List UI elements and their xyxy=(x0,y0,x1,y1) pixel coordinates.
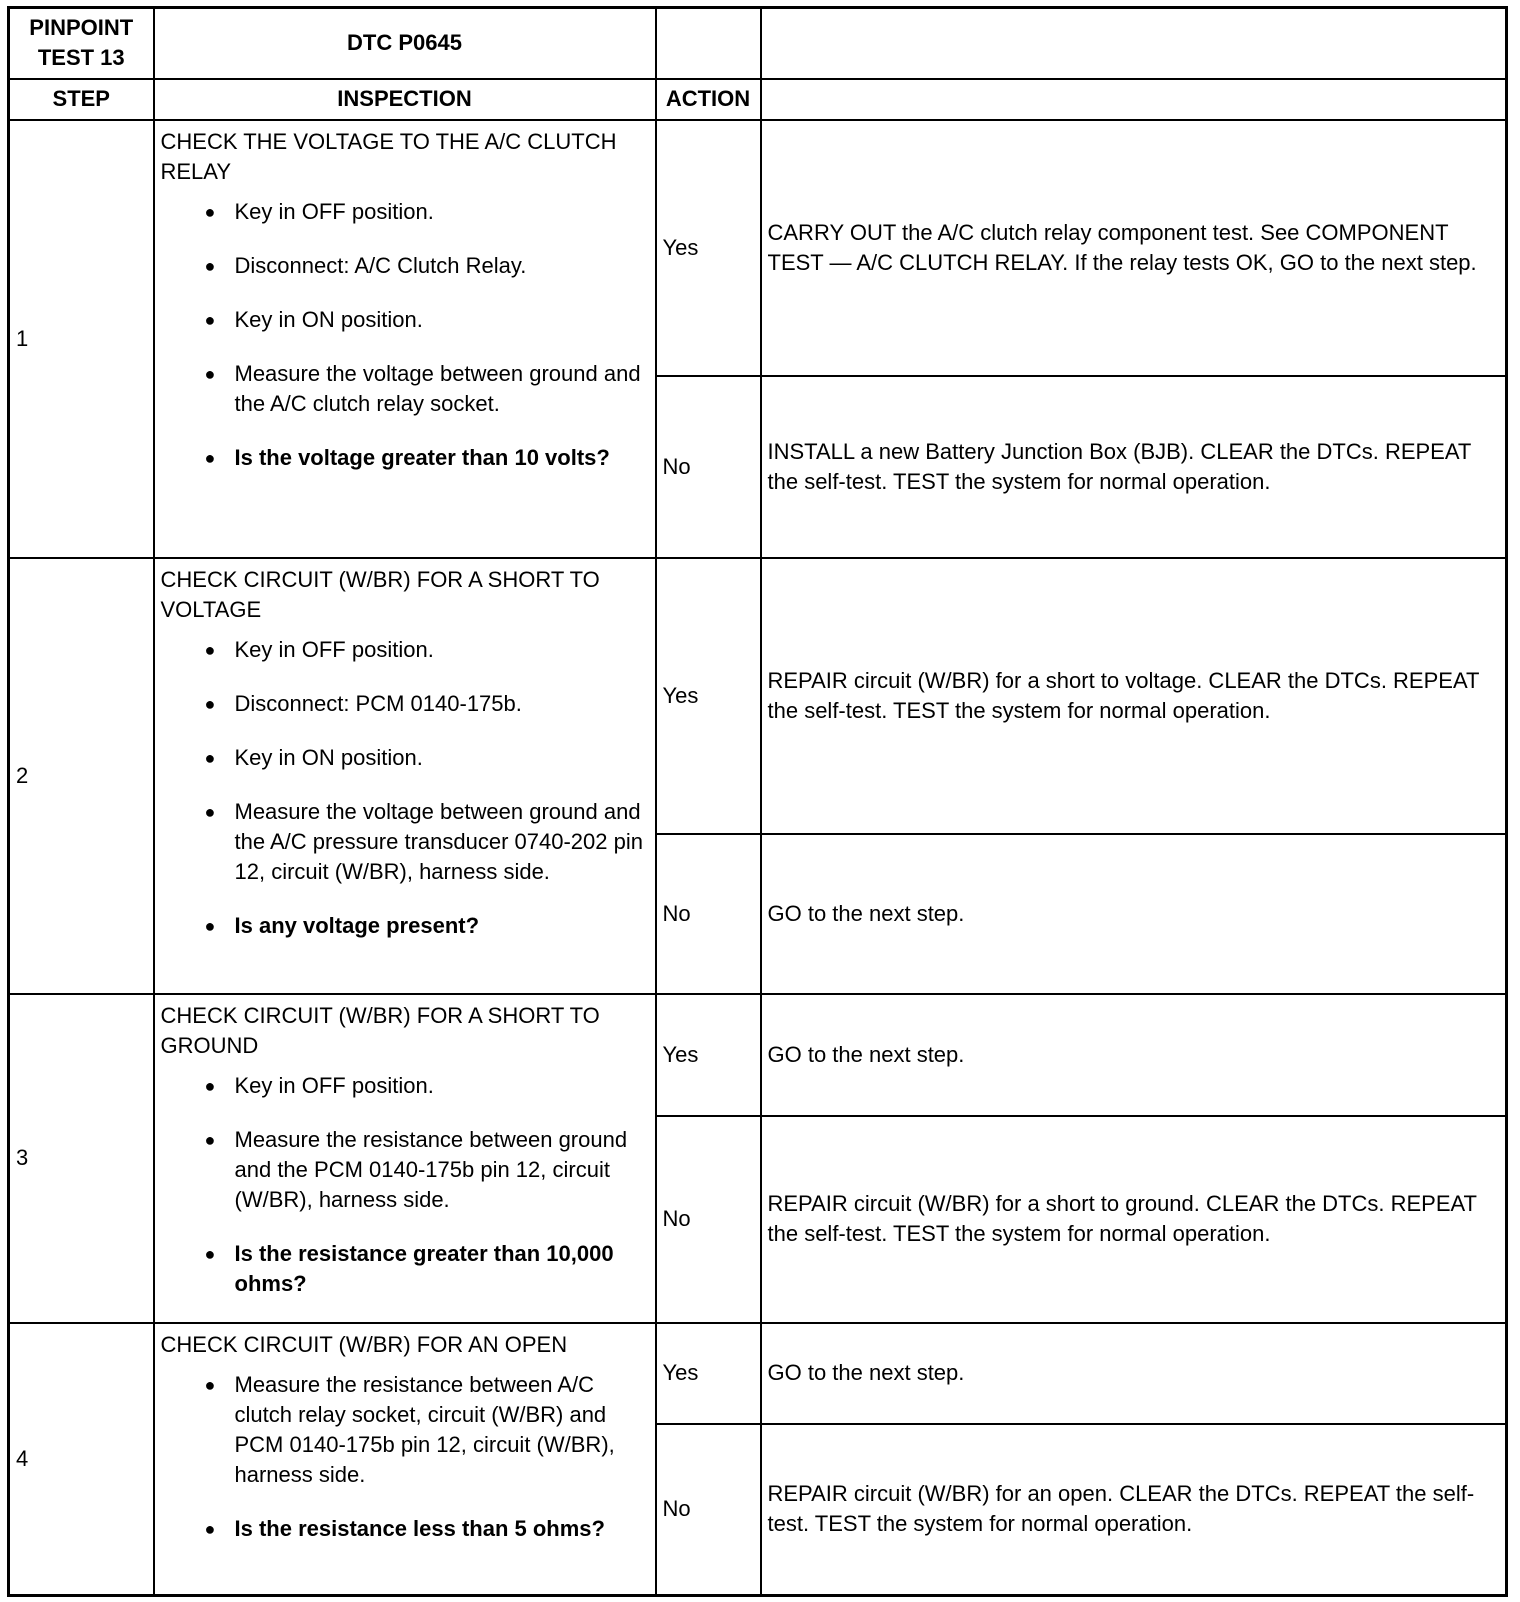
bullet-item: ● Measure the resistance between A/C clutch relay socket, circuit (W/BR) and PCM 0140-175b pin 12, circuit (W/BR), harness side. xyxy=(205,1370,649,1490)
inspection-bullets xyxy=(161,635,649,941)
bullet-item: ● Measure the resistance between ground and the PCM 0140-175b pin 12, circuit (W/BR), harness side. xyxy=(205,1125,649,1215)
title-blank-cell xyxy=(656,8,761,79)
bullet-item: ● Disconnect: A/C Clutch Relay. xyxy=(205,251,649,281)
inspection-cell xyxy=(154,120,656,558)
inspection-cell xyxy=(154,1323,656,1596)
bullet-item: ● Key in OFF position. xyxy=(205,197,649,227)
action-no: REPAIR circuit (W/BR) for an open. CLEAR the DTCs. REPEAT the self-test. TEST the system for normal operation. xyxy=(761,1424,1507,1596)
action-yes: CARRY OUT the A/C clutch relay component test. See COMPONENT TEST — A/C CLUTCH RELAY. If the relay tests OK, GO to the next step. xyxy=(761,120,1507,376)
inspection-bullets xyxy=(161,197,649,473)
step-number: 3 xyxy=(9,994,154,1323)
action-no: INSTALL a new Battery Junction Box (BJB). CLEAR the DTCs. REPEAT the self-test. TEST the system for normal operation. xyxy=(761,376,1507,558)
action-yes: REPAIR circuit (W/BR) for a short to voltage. CLEAR the DTCs. REPEAT the self-test. TEST the system for normal operation. xyxy=(761,558,1507,834)
bullet-item: ● Key in ON position. xyxy=(205,743,649,773)
bullet-item: ● Key in ON position. xyxy=(205,305,649,335)
inspection-question: ● Is the resistance less than 5 ohms? xyxy=(205,1514,649,1544)
action-yes: GO to the next step. xyxy=(761,1323,1507,1424)
inspection-cell xyxy=(154,994,656,1323)
step-number: 2 xyxy=(9,558,154,994)
table-row xyxy=(9,120,1507,376)
inspection-title: CHECK THE VOLTAGE TO THE A/C CLUTCH RELAY xyxy=(160,128,617,184)
answer-yes: Yes xyxy=(656,120,761,376)
table-row xyxy=(9,994,1507,1116)
col-header-step: STEP xyxy=(9,79,154,120)
pinpoint-test-label-text: PINPOINT TEST 13 xyxy=(29,15,134,71)
title-blank-cell xyxy=(761,8,1507,79)
header-blank-cell xyxy=(761,79,1507,120)
inspection-title: CHECK CIRCUIT (W/BR) FOR A SHORT TO VOLTAGE xyxy=(160,566,600,622)
pinpoint-test-table xyxy=(7,6,1508,1597)
step-number: 4 xyxy=(9,1323,154,1596)
bullet-item: ● Measure the voltage between ground and the A/C clutch relay socket. xyxy=(205,359,649,419)
answer-no: No xyxy=(656,376,761,558)
col-header-inspection: INSPECTION xyxy=(154,79,656,120)
inspection-title: CHECK CIRCUIT (W/BR) FOR A SHORT TO GROUND xyxy=(160,1002,600,1058)
action-yes: GO to the next step. xyxy=(761,994,1507,1116)
inspection-bullets xyxy=(161,1370,649,1544)
answer-yes: Yes xyxy=(656,1323,761,1424)
column-header-row xyxy=(9,79,1507,120)
bullet-item: ● Key in OFF position. xyxy=(205,1071,649,1101)
inspection-bullets xyxy=(161,1071,649,1299)
table-row xyxy=(9,558,1507,834)
inspection-cell xyxy=(154,558,656,994)
bullet-item: ● Key in OFF position. xyxy=(205,635,649,665)
pinpoint-test-label xyxy=(9,8,154,79)
inspection-title: CHECK CIRCUIT (W/BR) FOR AN OPEN xyxy=(160,1331,568,1357)
answer-no: No xyxy=(656,1116,761,1323)
col-header-action: ACTION xyxy=(656,79,761,120)
inspection-question: ● Is any voltage present? xyxy=(205,911,649,941)
table-row xyxy=(9,1323,1507,1424)
step-number: 1 xyxy=(9,120,154,558)
inspection-question: ● Is the voltage greater than 10 volts? xyxy=(205,443,649,473)
bullet-item: ● Disconnect: PCM 0140-175b. xyxy=(205,689,649,719)
inspection-question: ● Is the resistance greater than 10,000 ohms? xyxy=(205,1239,649,1299)
action-no: REPAIR circuit (W/BR) for a short to ground. CLEAR the DTCs. REPEAT the self-test. TEST the system for normal operation. xyxy=(761,1116,1507,1323)
action-no: GO to the next step. xyxy=(761,834,1507,994)
answer-yes: Yes xyxy=(656,994,761,1116)
answer-no: No xyxy=(656,834,761,994)
title-row xyxy=(9,8,1507,79)
answer-yes: Yes xyxy=(656,558,761,834)
dtc-code: DTC P0645 xyxy=(154,8,656,79)
bullet-item: ● Measure the voltage between ground and the A/C pressure transducer 0740-202 pin 12, circuit (W/BR), harness side. xyxy=(205,797,649,887)
answer-no: No xyxy=(656,1424,761,1596)
